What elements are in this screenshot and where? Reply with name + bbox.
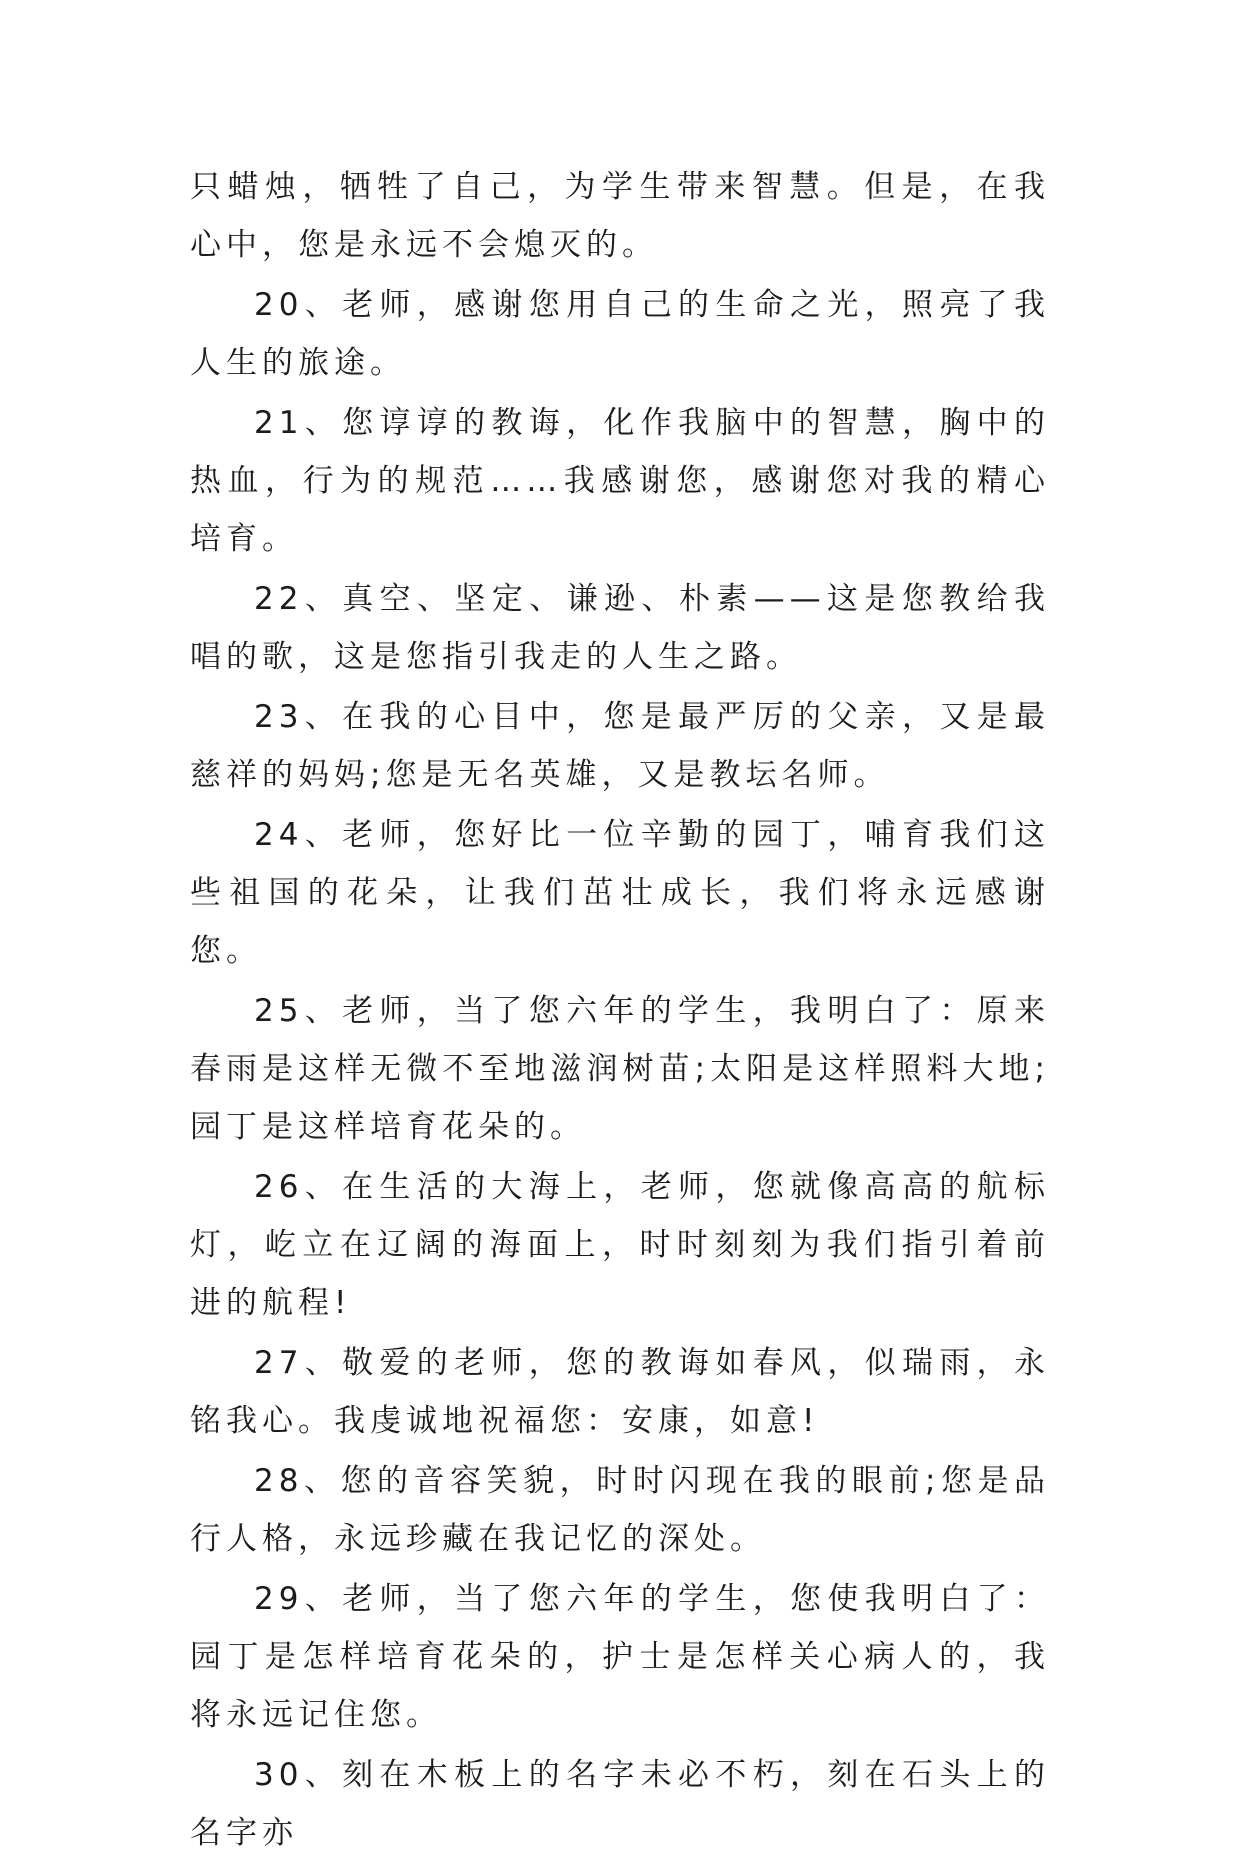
document-body bbox=[190, 158, 1050, 1862]
paragraph-24: 24、老师，您好比一位辛勤的园丁，哺育我们这些祖国的花朵，让我们茁壮成长，我们将永远感谢您。 bbox=[190, 817, 1050, 969]
paragraph-30: 30、刻在木板上的名字未必不朽，刻在石头上的名字亦 bbox=[190, 1757, 1050, 1851]
paragraph-continuation: 只蜡烛，牺牲了自己，为学生带来智慧。但是，在我心中，您是永远不会熄灭的。 bbox=[190, 169, 1050, 263]
paragraph-20: 20、老师，感谢您用自己的生命之光，照亮了我人生的旅途。 bbox=[190, 287, 1050, 381]
paragraph-28: 28、您的音容笑貌，时时闪现在我的眼前;您是品行人格，永远珍藏在我记忆的深处。 bbox=[190, 1463, 1050, 1557]
paragraph-22: 22、真空、坚定、谦逊、朴素——这是您教给我唱的歌，这是您指引我走的人生之路。 bbox=[190, 581, 1050, 675]
paragraph-26: 26、在生活的大海上，老师，您就像高高的航标灯，屹立在辽阔的海面上，时时刻刻为我们指引着前进的航程! bbox=[190, 1169, 1050, 1321]
paragraph-27: 27、敬爱的老师，您的教诲如春风，似瑞雨，永铭我心。我虔诚地祝福您：安康，如意! bbox=[190, 1345, 1050, 1439]
paragraph-21: 21、您谆谆的教诲，化作我脑中的智慧，胸中的热血，行为的规范……我感谢您，感谢您对我的精心培育。 bbox=[190, 405, 1050, 557]
paragraph-29: 29、老师，当了您六年的学生，您使我明白了：园丁是怎样培育花朵的，护士是怎样关心病人的，我将永远记住您。 bbox=[190, 1581, 1050, 1733]
paragraph-25: 25、老师，当了您六年的学生，我明白了：原来春雨是这样无微不至地滋润树苗;太阳是这样照料大地;园丁是这样培育花朵的。 bbox=[190, 993, 1050, 1145]
paragraph-23: 23、在我的心目中，您是最严厉的父亲，又是最慈祥的妈妈;您是无名英雄，又是教坛名师。 bbox=[190, 699, 1050, 793]
